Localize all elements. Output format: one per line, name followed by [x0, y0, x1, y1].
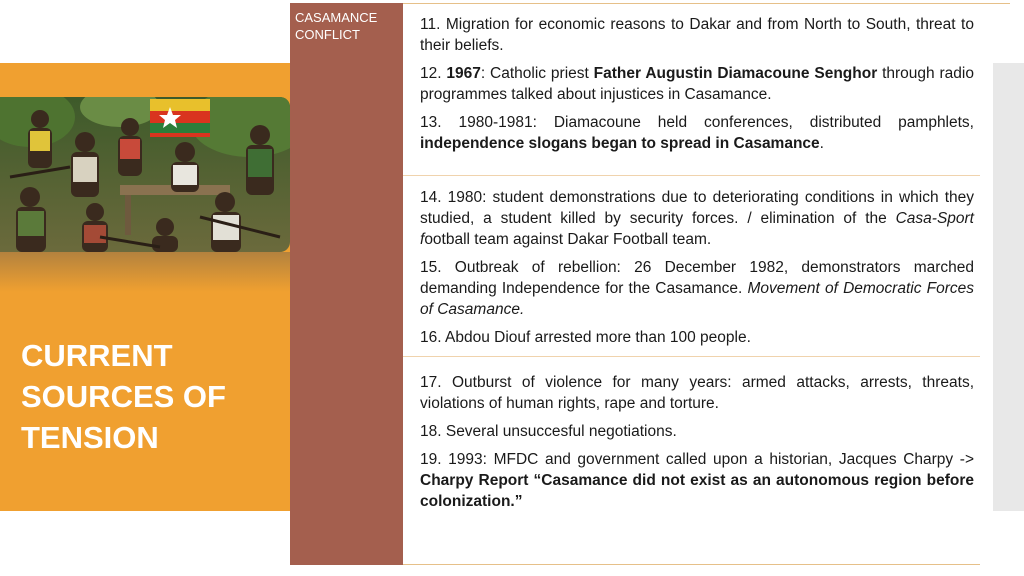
rebel-group-photo [0, 97, 290, 252]
item-17-text: 17. Outburst of violence for many years: armed attacks, arrests, threats, violations of human rights, rape and torture. [420, 374, 974, 412]
item-19-prefix: 19. 1993: MFDC and government called upon a historian, Jacques Charpy -> [420, 451, 974, 468]
photo-shadow [0, 252, 290, 292]
title-line-1: CURRENT [21, 338, 173, 373]
item-11 [420, 14, 974, 56]
section-column [290, 3, 403, 565]
item-12-year: 1967 [446, 65, 481, 82]
section-label-line-1: CASAMANCE [295, 10, 378, 25]
content-block-1 [403, 14, 980, 161]
item-12-rest: through radio programmes talked about injustices in Casamance. [420, 65, 974, 103]
content-block-3 [403, 356, 980, 519]
item-15-italic: Movement of Democratic Forces of Casamance. [420, 280, 974, 318]
title-line-2: SOURCES OF [21, 379, 226, 414]
section-label-line-2: CONFLICT [295, 27, 360, 42]
right-accent-bar [993, 63, 1024, 511]
top-divider [403, 3, 1010, 4]
item-13 [420, 112, 974, 154]
item-13-bold: independence slogans began to spread in Casamance [420, 135, 820, 152]
item-15 [420, 257, 974, 320]
slide-title [21, 335, 281, 458]
item-12 [420, 63, 974, 105]
item-17 [420, 372, 974, 414]
item-18-text: 18. Several unsuccesful negotiations. [420, 423, 677, 440]
item-19-bold: Charpy Report “Casamance did not exist as an autonomous region before colonization.” [420, 472, 974, 510]
item-15-prefix: 15. Outbreak of rebellion: 26 December 1982, demonstrators marched demanding Independence for the Casamance. [420, 259, 974, 297]
item-14-italic: Casa-Sport f [420, 210, 974, 248]
item-12-prefix: 12. [420, 65, 447, 82]
item-14-rest: ootball team against Dakar Football team. [424, 231, 712, 248]
bottom-divider [403, 564, 980, 565]
content-block-2 [403, 175, 980, 355]
item-13-end: . [819, 135, 824, 152]
item-12-name: Father Augustin Diamacoune Senghor [593, 65, 878, 82]
item-16-text: 16. Abdou Diouf arrested more than 100 people. [420, 329, 751, 346]
title-line-3: TENSION [21, 420, 159, 455]
item-18 [420, 421, 974, 442]
section-label [295, 9, 401, 43]
item-11-text: 11. Migration for economic reasons to Dakar and from North to South, threat to their beliefs. [420, 16, 974, 54]
item-14 [420, 187, 974, 250]
item-14-prefix: 14. 1980: student demonstrations due to deteriorating conditions in which they studied, a student killed by security forces. / elimination of the [420, 189, 974, 227]
item-12-mid: : Catholic priest [480, 65, 594, 82]
item-13-prefix: 13. 1980-1981: Diamacoune held conferences, distributed pamphlets, [420, 114, 974, 131]
item-19 [420, 449, 974, 512]
item-16 [420, 327, 974, 348]
